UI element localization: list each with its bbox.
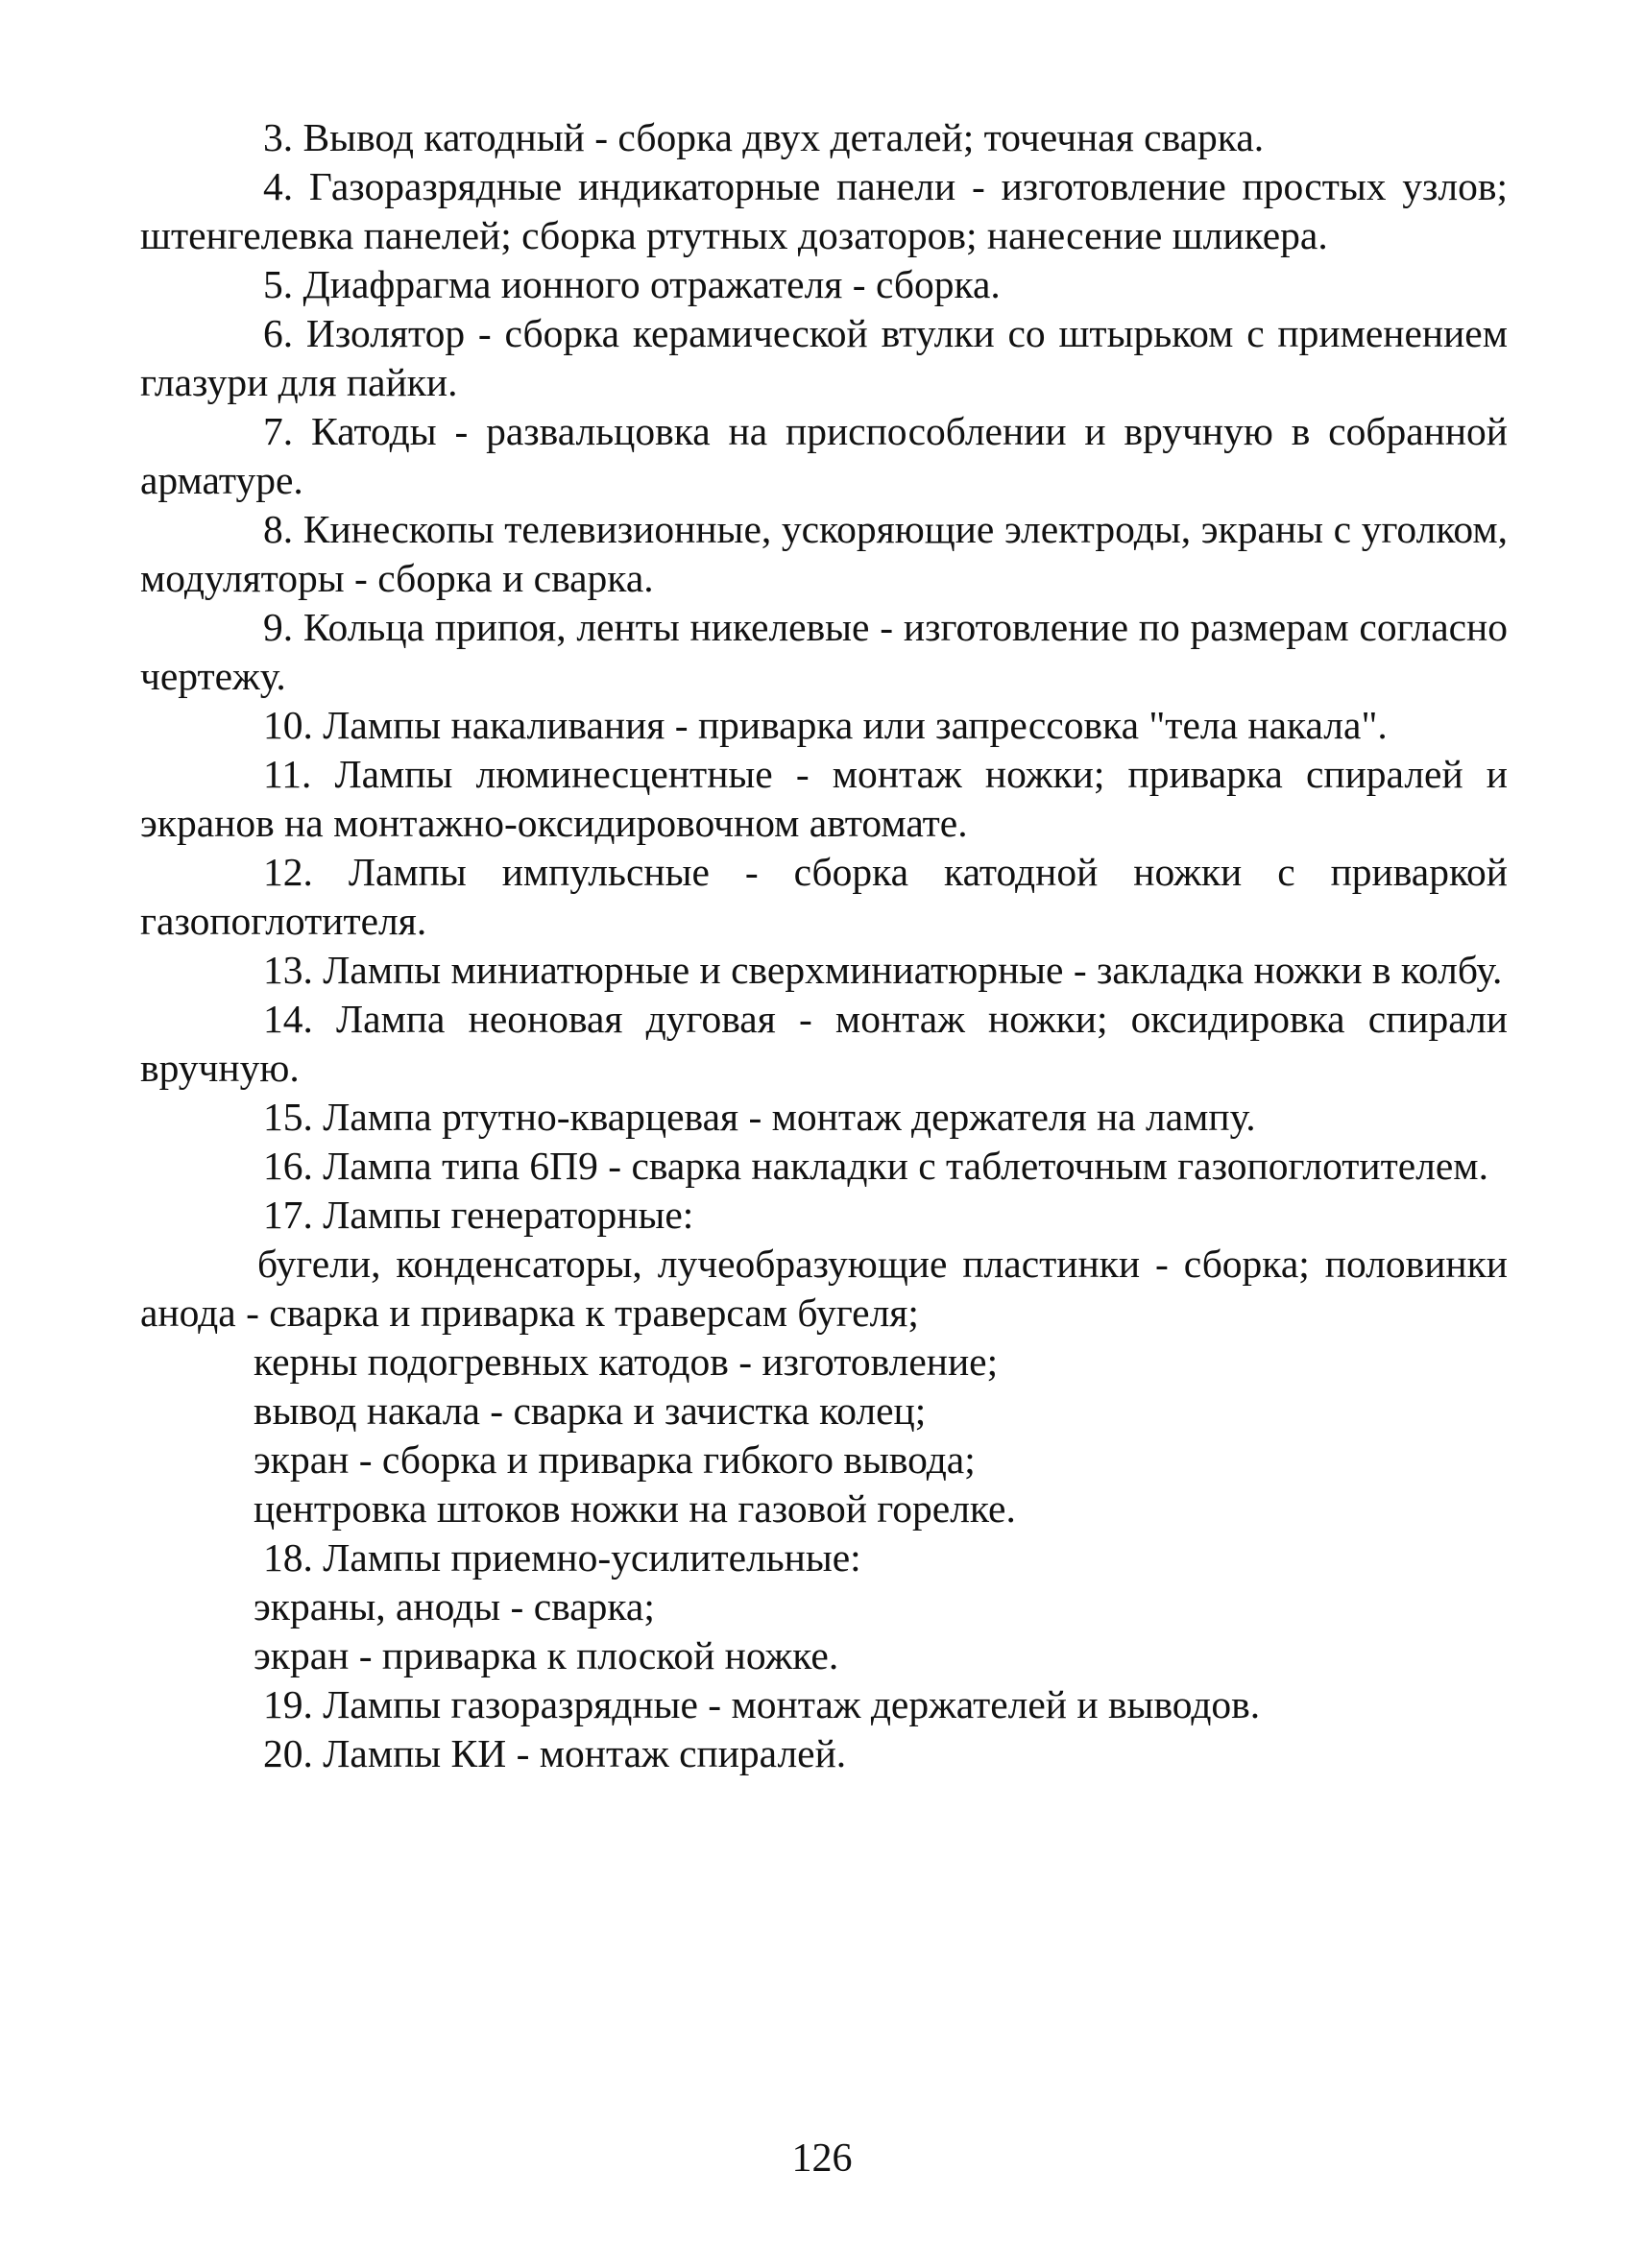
page-number: 126 (791, 2136, 853, 2181)
list-item-18-sub-a: экраны, аноды - сварка; (254, 1584, 655, 1629)
list-item-12: 12. Лампы импульсные - сборка катодной ножки с приваркой газопоглотителя. (140, 850, 1508, 943)
list-item-8: 8. Кинескопы телевизионные, ускоряющие электроды, экраны с уголком, модуляторы - сборка и сварка. (140, 507, 1508, 600)
list-item-20: 20. Лампы КИ - монтаж спиралей. (263, 1731, 847, 1775)
list-item-19: 19. Лампы газоразрядные - монтаж держателей и выводов. (263, 1682, 1261, 1726)
list-item-4: 4. Газоразрядные индикаторные панели - изготовление простых узлов; штенгелевка панелей; сборка ртутных дозаторов; нанесение шликера. (140, 164, 1508, 257)
list-item-9: 9. Кольца припоя, ленты никелевые - изготовление по размерам согласно чертежу. (140, 605, 1508, 698)
list-item-11: 11. Лампы люминесцентные - монтаж ножки; приварка спиралей и экранов на монтажно-оксидировочном автомате. (140, 752, 1508, 845)
list-item-13: 13. Лампы миниатюрные и сверхминиатюрные - закладка ножки в колбу. (263, 948, 1503, 992)
page-body (140, 113, 1508, 1778)
list-item-16: 16. Лампа типа 6П9 - сварка накладки с таблеточным газопоглотителем. (263, 1144, 1488, 1188)
list-item-18: 18. Лампы приемно-усилительные: (263, 1535, 861, 1580)
list-item-17-sub-a: бугели, конденсаторы, лучеобразующие пластинки - сборка; половинки анода - сварка и приварка к траверсам бугеля; (140, 1242, 1508, 1335)
list-item-6: 6. Изолятор - сборка керамической втулки со штырьком с применением глазури для пайки. (140, 311, 1508, 404)
list-item-5: 5. Диафрагма ионного отражателя - сборка. (263, 262, 1001, 306)
list-item-3: 3. Вывод катодный - сборка двух деталей; точечная сварка. (263, 115, 1265, 159)
list-item-15: 15. Лампа ртутно-кварцевая - монтаж держателя на лампу. (263, 1095, 1256, 1139)
list-item-17: 17. Лампы генераторные: (263, 1193, 694, 1237)
list-item-14: 14. Лампа неоновая дуговая - монтаж ножки; оксидировка спирали вручную. (140, 997, 1508, 1090)
list-item-17-sub-d: экран - сборка и приварка гибкого вывода; (254, 1437, 976, 1482)
list-item-18-sub-b: экран - приварка к плоской ножке. (254, 1633, 839, 1677)
list-item-7: 7. Катоды - развальцовка на приспособлении и вручную в собранной арматуре. (140, 409, 1508, 502)
list-item-10: 10. Лампы накаливания - приварка или запрессовка "тела накала". (263, 703, 1388, 747)
list-item-17-sub-e: центровка штоков ножки на газовой горелке. (254, 1486, 1016, 1531)
list-item-17-sub-b: керны подогревных катодов - изготовление; (254, 1339, 999, 1384)
list-item-17-sub-c: вывод накала - сварка и зачистка колец; (254, 1388, 927, 1433)
